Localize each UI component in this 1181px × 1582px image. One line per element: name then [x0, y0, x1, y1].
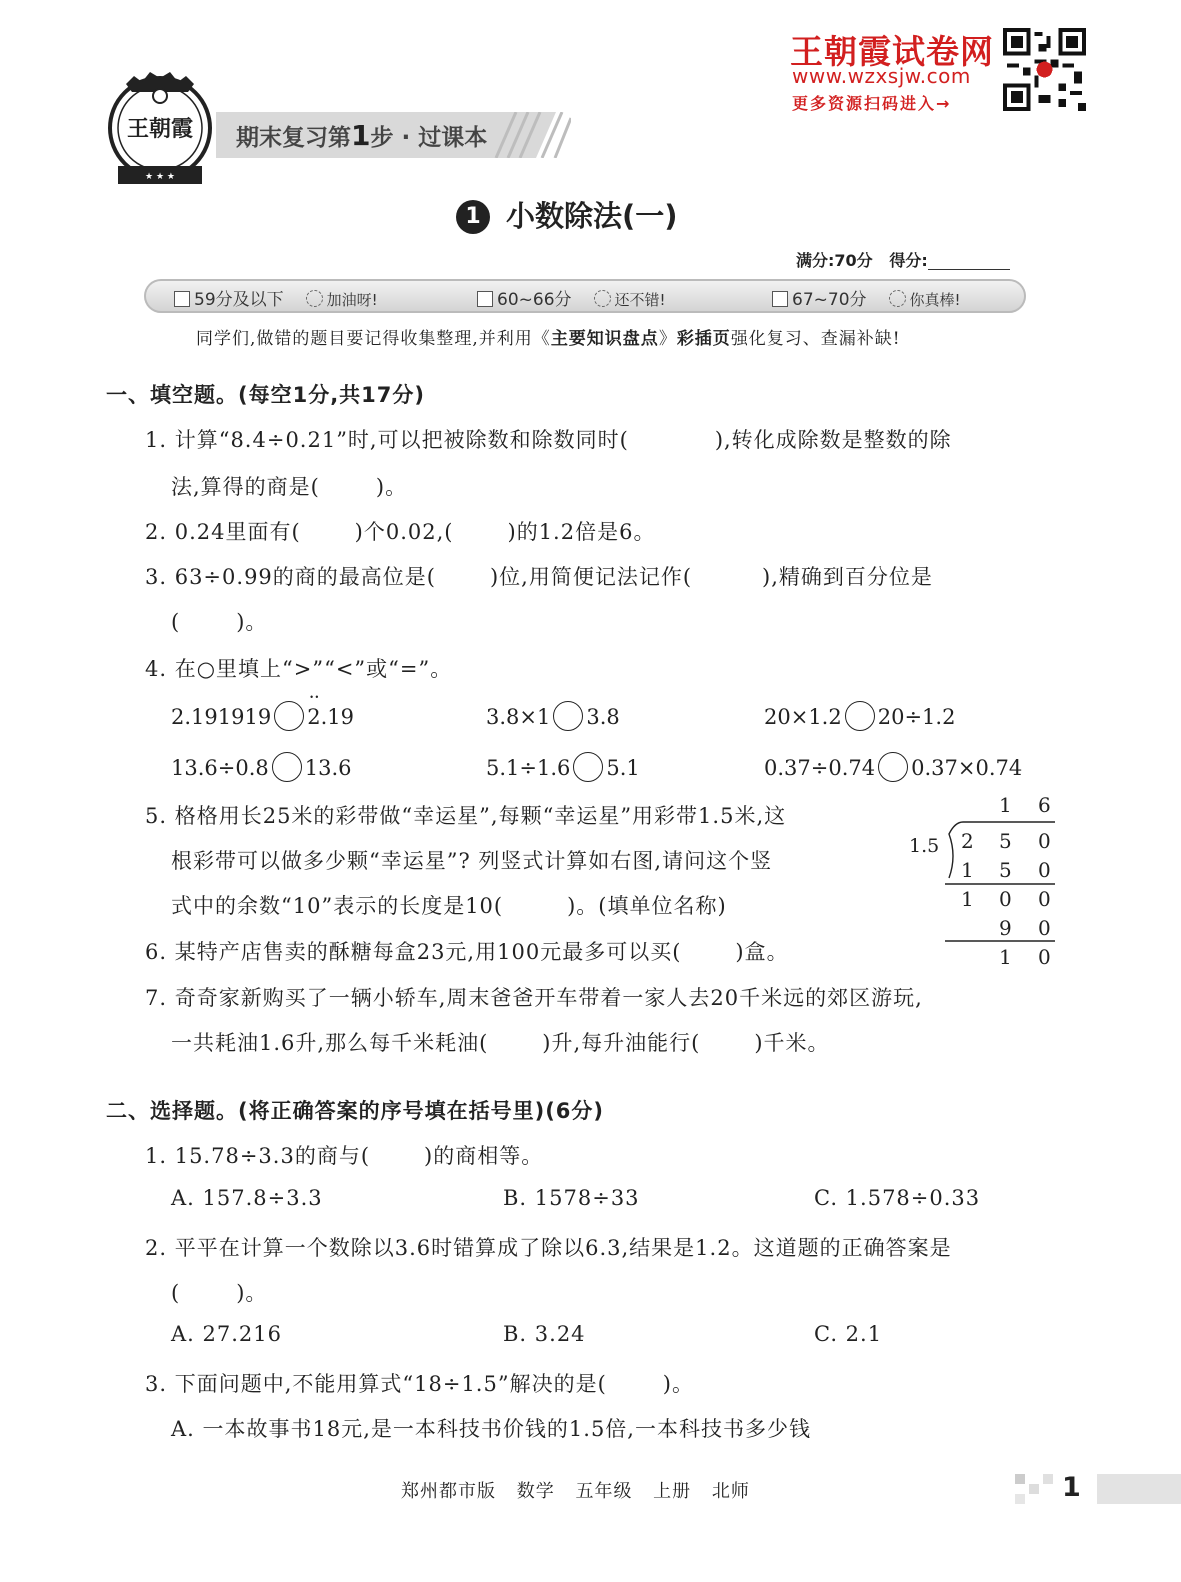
question-1-1: 1. 计算“8.4÷0.21”时,可以把被除数和除数同时( ),转化成除数是整数的除 [145, 428, 952, 452]
page-decoration-icon [1015, 1474, 1055, 1504]
divisor: 1.5 [909, 835, 940, 857]
compare-item: 3.8×1 3.8 [486, 701, 620, 731]
question-1-5-cont2: 式中的余数“10”表示的长度是10( )。(填单位名称) [171, 894, 727, 918]
face-icon [306, 290, 323, 307]
compare-circle[interactable] [845, 701, 875, 731]
svg-text:0: 0 [1038, 945, 1051, 969]
option-b[interactable]: B. 1578÷33 [503, 1186, 640, 1210]
qr-code-icon[interactable] [1003, 28, 1086, 111]
compare-item: 0.37÷0.74 0.37×0.74 [764, 752, 1022, 782]
question-2-2: 2. 平平在计算一个数除以3.6时错算成了除以6.3,结果是1.2。这道题的正确答案是 [145, 1236, 952, 1260]
quotient-digit: 6 [1038, 793, 1051, 817]
svg-text:0: 0 [1038, 916, 1051, 940]
svg-text:1: 1 [961, 887, 974, 911]
question-1-3: 3. 63÷0.99的商的最高位是( )位,用简便记法记作( ),精确到百分位是 [145, 565, 933, 589]
svg-text:5: 5 [999, 829, 1012, 853]
compare-item: 2.191919• • 2.19 [171, 701, 354, 731]
question-2-1: 1. 15.78÷3.3的商与( )的商相等。 [145, 1144, 544, 1168]
face-icon [889, 290, 906, 307]
svg-text:0: 0 [999, 887, 1012, 911]
lesson-number-badge: 1 [456, 200, 490, 234]
option-b[interactable]: B. 3.24 [503, 1322, 586, 1346]
question-1-3-cont: ( )。 [171, 610, 268, 634]
svg-text:★ ★ ★: ★ ★ ★ [145, 172, 175, 182]
option-c[interactable]: C. 2.1 [814, 1322, 883, 1346]
question-1-4: 4. 在○里填上“>”“<”或“=”。 [145, 657, 453, 681]
question-1-2: 2. 0.24里面有( )个0.02,( )的1.2倍是6。 [145, 520, 656, 544]
section-2-title: 二、选择题。(将正确答案的序号填在括号里)(6分) [106, 1099, 605, 1123]
grade-option-2[interactable]: 60~66分 还不错! [477, 285, 666, 310]
checkbox-icon [174, 291, 190, 307]
brand-scan-text: 更多资源扫码进入→ [792, 94, 952, 113]
option-a[interactable]: A. 一本故事书18元,是一本科技书价钱的1.5倍,一本科技书多少钱 [171, 1417, 811, 1441]
svg-text:9: 9 [999, 916, 1012, 940]
checkbox-icon [772, 291, 788, 307]
page-strip [1097, 1474, 1181, 1504]
compare-item: 20×1.2 20÷1.2 [764, 701, 955, 731]
question-1-7: 7. 奇奇家新购买了一辆小轿车,周末爸爸开车带着一家人去20千米远的郊区游玩, [145, 986, 923, 1010]
svg-text:0: 0 [1038, 829, 1051, 853]
grade-option-3[interactable]: 67~70分 你真棒! [772, 285, 961, 310]
grade-bar [144, 279, 1026, 313]
grade-option-1[interactable]: 59分及以下 加油呀! [174, 285, 378, 310]
svg-text:2: 2 [961, 829, 974, 853]
compare-circle[interactable] [272, 752, 302, 782]
question-1-7-cont: 一共耗油1.6升,那么每千米耗油( )升,每升油能行( )千米。 [171, 1031, 830, 1055]
question-2-2-cont: ( )。 [171, 1281, 268, 1305]
score-line: 满分:70分 得分: [796, 248, 1010, 271]
option-a[interactable]: A. 27.216 [171, 1322, 282, 1346]
compare-circle[interactable] [878, 752, 908, 782]
compare-circle[interactable] [274, 701, 304, 731]
notice-text: 同学们,做错的题目要记得收集整理,并利用《主要知识盘点》彩插页强化复习、查漏补缺! [196, 329, 901, 349]
checkbox-icon [477, 291, 493, 307]
page-number: 1 [1062, 1472, 1081, 1503]
svg-text:0: 0 [1038, 887, 1051, 911]
step-label: 期末复习第1步 · 过课本 [236, 119, 488, 152]
svg-text:0: 0 [1038, 858, 1051, 882]
svg-text:5: 5 [999, 858, 1012, 882]
compare-item: 5.1÷1.6 5.1 [486, 752, 640, 782]
wangzhaoxia-logo [104, 66, 216, 194]
question-2-3: 3. 下面问题中,不能用算式“18÷1.5”解决的是( )。 [145, 1372, 694, 1396]
question-1-5: 5. 格格用长25米的彩带做“幸运星”,每颗“幸运星”用彩带1.5米,这 [145, 804, 787, 828]
quotient-digit: 1 [999, 793, 1012, 817]
svg-text:1: 1 [961, 858, 974, 882]
score-blank[interactable] [928, 269, 1010, 270]
compare-item: 13.6÷0.8 13.6 [171, 752, 352, 782]
question-1-6: 6. 某特产店售卖的酥糖每盒23元,用100元最多可以买( )盒。 [145, 940, 789, 964]
question-1-5-cont: 根彩带可以做多少颗“幸运星”? 列竖式计算如右图,请问这个竖 [171, 849, 773, 873]
lesson-title: 1 小数除法(一) [456, 194, 678, 235]
footer-edition: 郑州都市版 数学 五年级 上册 北师 [401, 1481, 750, 1502]
svg-text:1: 1 [999, 945, 1012, 969]
question-1-1-cont: 法,算得的商是( )。 [171, 475, 408, 499]
long-division [905, 786, 1065, 976]
section-1-title: 一、填空题。(每空1分,共17分) [106, 383, 426, 407]
compare-circle[interactable] [573, 752, 603, 782]
option-c[interactable]: C. 1.578÷0.33 [814, 1186, 981, 1210]
brand-url[interactable]: www.wzxsjw.com [792, 64, 971, 88]
compare-circle[interactable] [553, 701, 583, 731]
logo-text: 王朝霞 [126, 116, 194, 142]
brand-title: 王朝霞试卷网 [790, 32, 994, 71]
face-icon [594, 290, 611, 307]
option-a[interactable]: A. 157.8÷3.3 [171, 1186, 323, 1210]
